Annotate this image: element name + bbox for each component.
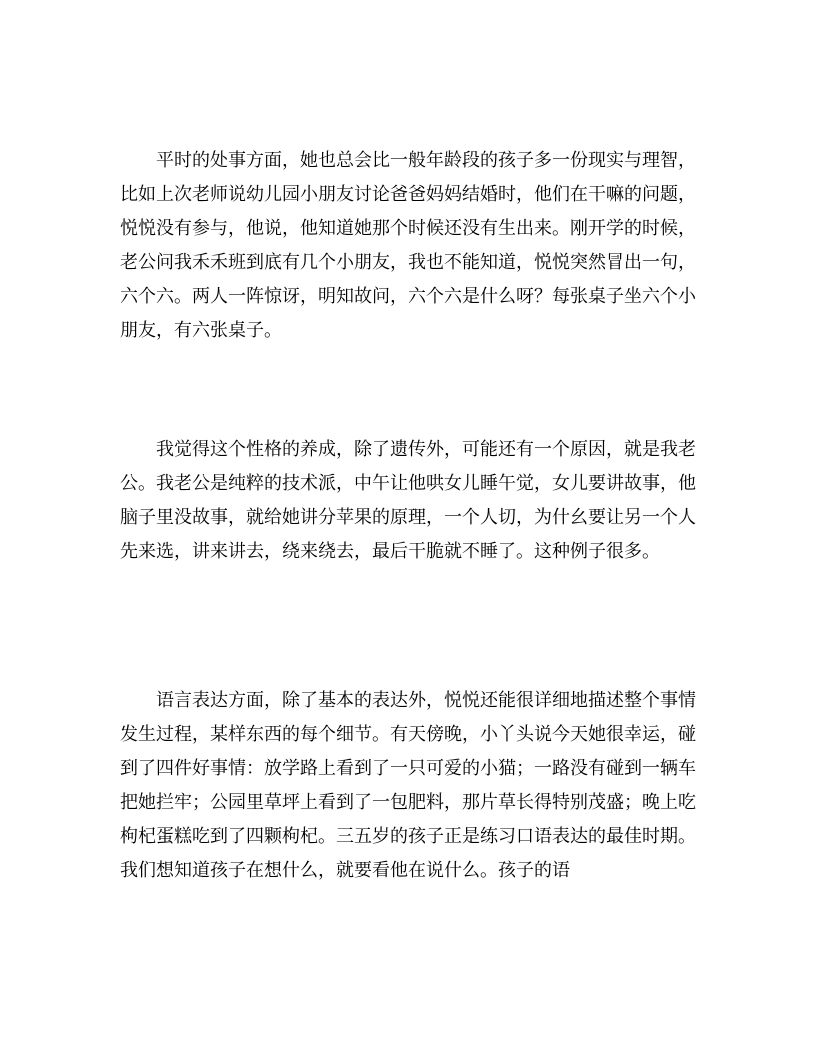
paragraph-daily-affairs: 平时的处事方面，她也总会比一般年龄段的孩子多一份现实与理智，比如上次老师说幼儿园小朋友讨论爸爸妈妈结婚时，他们在干嘛的问题，悦悦没有参与，他说，他知道她那个时候还没有生出来。刚开学的时候，老公问我禾禾班到底有几个小朋友，我也不能知道，悦悦突然冒出一句，六个六。两人一阵惊讶，明知故问，六个六是什么呀？每张桌子坐六个小朋友，有六张桌子。 [120, 150, 696, 341]
paragraph-personality-origin: 我觉得这个性格的养成，除了遗传外，可能还有一个原因，就是我老公。我老公是纯粹的技术派，中午让他哄女儿睡午觉，女儿要讲故事，他脑子里没故事，就给她讲分苹果的原理，一个人切，为什幺要让另一个人先来选，讲来讲去，绕来绕去，最后干脆就不睡了。这种例子很多。 [120, 439, 696, 562]
paragraph-language-expression: 语言表达方面，除了基本的表达外，悦悦还能很详细地描述整个事情发生过程，某样东西的每个细节。有天傍晚，小丫头说今天她很幸运，碰到了四件好事情：放学路上看到了一只可爱的小猫；一路没有碰到一辆车把她拦牢；公园里草坪上看到了一包肥料，那片草长得特别茂盛；晚上吃枸杞蛋糕吃到了四颗枸杞。三五岁的孩子正是练习口语表达的最佳时期。我们想知道孩子在想什么，就要看他在说什么。孩子的语 [120, 690, 696, 881]
